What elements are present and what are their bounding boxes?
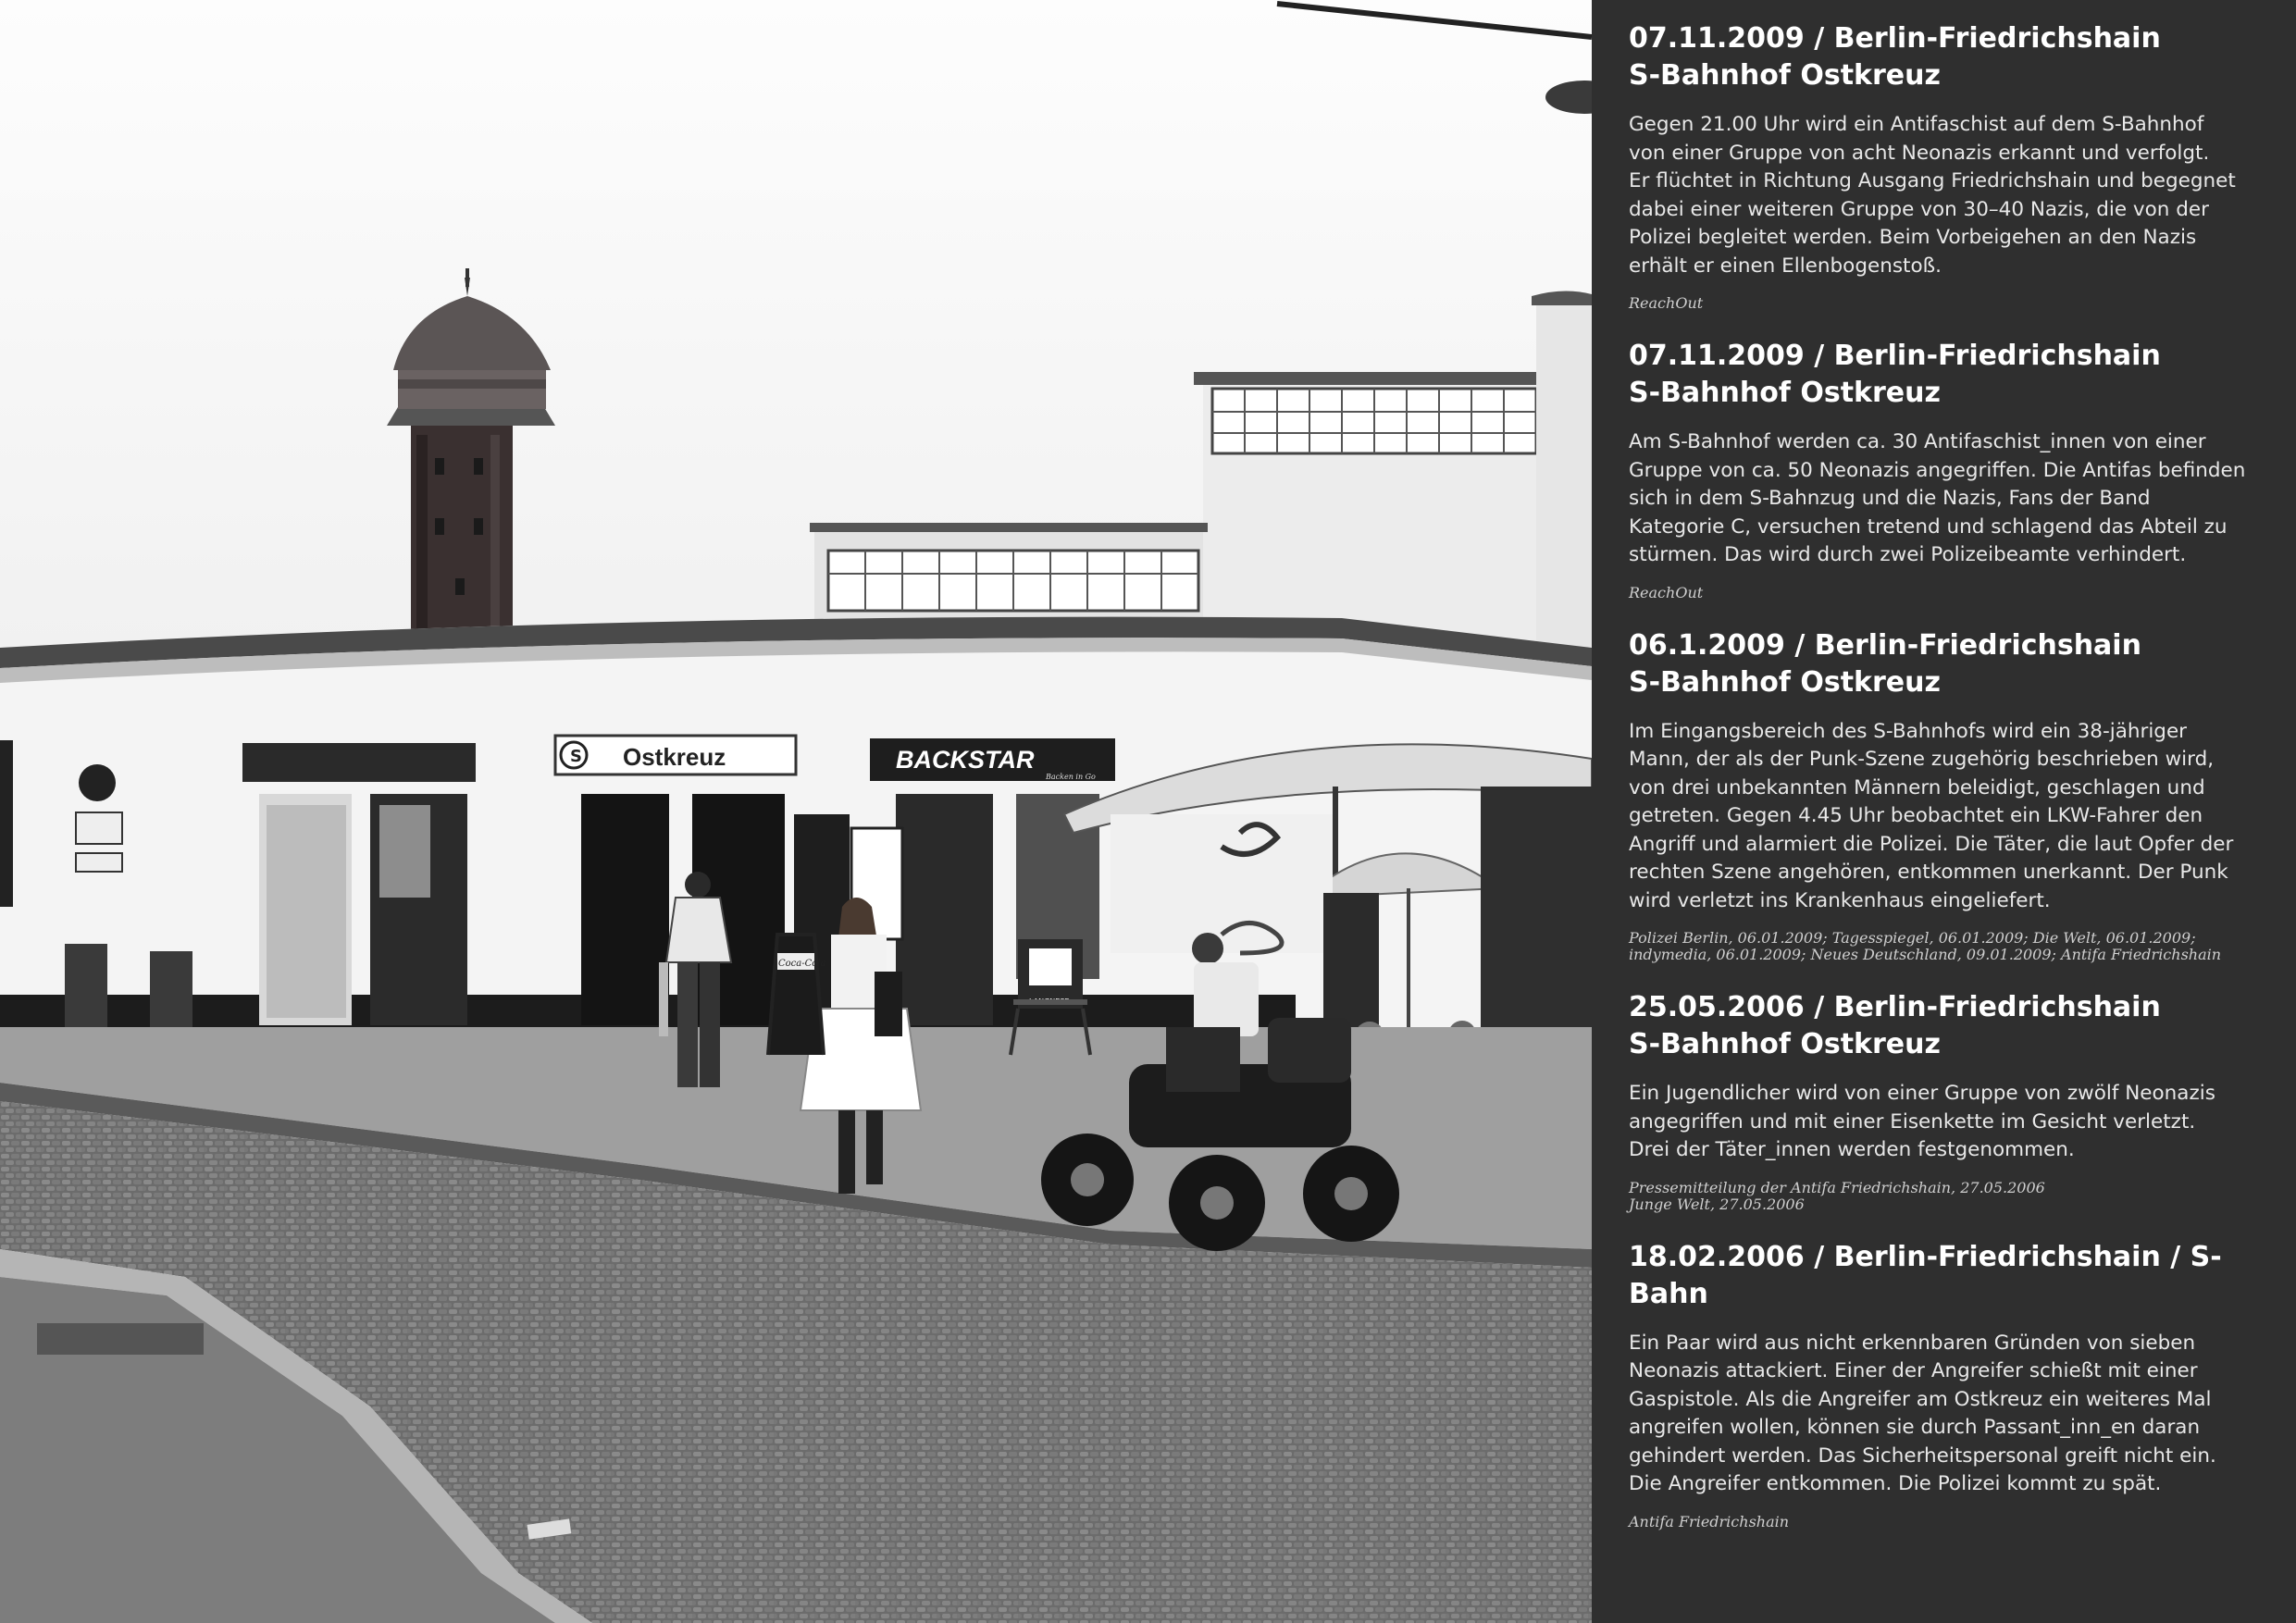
entry-source-line: Antifa Friedrichshain — [1629, 1512, 1790, 1530]
incident-entry — [1629, 338, 2263, 601]
entry-body-line: rechten Szene angehören, entkommen unerkannt. Der Punk — [1629, 861, 2228, 884]
entry-body — [1629, 718, 2263, 916]
entry-date-place: 18.02.2006 / Berlin-Friedrichshain / S-Bahn — [1629, 1240, 2222, 1310]
entry-body-line: sich in dem S-Bahnzug und die Nazis, Fans der Band — [1629, 487, 2151, 510]
entry-source — [1629, 585, 2263, 601]
station-sign-text: Ostkreuz — [623, 743, 726, 771]
entry-body-line: dabei einer weiteren Gruppe von 30–40 Nazis, die von der — [1629, 197, 2209, 221]
entry-body — [1629, 428, 2263, 570]
incident-entry — [1629, 20, 2263, 312]
entry-body-line: angreifen wollen, können sie durch Passant_inn_en daran — [1629, 1416, 2201, 1439]
entry-body-line: Gruppe von ca. 50 Neonazis angegriffen. Die Antifas befinden — [1629, 458, 2246, 482]
entry-body — [1629, 1080, 2263, 1165]
entry-body-line: Mann, der als der Punk-Szene zugehörig beschrieben wird, — [1629, 748, 2215, 771]
entry-body-line: Ein Jugendlicher wird von einer Gruppe von zwölf Neonazis — [1629, 1082, 2215, 1105]
entry-body-line: Am S-Bahnhof werden ca. 30 Antifaschist_innen von einer — [1629, 430, 2206, 453]
entry-body-line: wird verletzt ins Krankenhaus eingeliefert. — [1629, 888, 2051, 912]
entry-body-line: stürmen. Das wird durch zwei Polizeibeamte verhindert. — [1629, 543, 2187, 566]
entry-body — [1629, 1330, 2263, 1499]
entry-source-line: ReachOut — [1629, 583, 1704, 601]
entry-source-line: Pressemitteilung der Antifa Friedrichshain, 27.05.2006 — [1629, 1178, 2045, 1196]
entry-body-line: Gegen 21.00 Uhr wird ein Antifaschist auf dem S-Bahnhof — [1629, 113, 2204, 136]
entry-location: S-Bahnhof Ostkreuz — [1629, 665, 1941, 699]
entry-body-line: Ein Paar wird aus nicht erkennbaren Gründen von sieben — [1629, 1331, 2196, 1355]
entry-body-line: Im Eingangsbereich des S-Bahnhofs wird ein 38-jähriger — [1629, 719, 2188, 743]
entry-body-line: erhält er einen Ellenbogenstoß. — [1629, 254, 1942, 278]
entry-body-line: Er flüchtet in Richtung Ausgang Friedrichshain und begegnet — [1629, 169, 2236, 192]
incident-chronicle — [1592, 0, 2296, 1623]
entry-body-line: Kategorie C, versuchen tretend und schlagend das Abteil zu — [1629, 514, 2228, 539]
entry-heading — [1629, 627, 2263, 701]
entry-body-line: Drei der Täter_innen werden festgenommen. — [1629, 1138, 2075, 1161]
entry-date-place: 07.11.2009 / Berlin-Friedrichshain — [1629, 22, 2161, 55]
entry-body-line: gehindert werden. Das Sicherheitspersonal greift nicht ein. — [1629, 1443, 2216, 1468]
shop-sign-text: BACKSTAR — [896, 746, 1035, 774]
entry-source — [1629, 1180, 2263, 1213]
entry-body-line: angegriffen und mit einer Eisenkette im Gesicht verletzt. — [1629, 1109, 2196, 1134]
entry-source — [1629, 930, 2263, 963]
entry-body-line: Angriff und alarmiert die Polizei. Die Täter, die laut Opfer der — [1629, 832, 2234, 856]
entry-source — [1629, 295, 2263, 312]
entry-body-line: Gaspistole. Als die Angreifer am Ostkreuz ein weiteres Mal — [1629, 1387, 2212, 1411]
entry-heading — [1629, 338, 2263, 412]
entry-source-line: Polizei Berlin, 06.01.2009; Tagesspiegel, 06.01.2009; Die Welt, 06.01.2009; — [1629, 929, 2196, 947]
entry-location: S-Bahnhof Ostkreuz — [1629, 377, 1941, 409]
entry-location: S-Bahnhof Ostkreuz — [1629, 59, 1941, 92]
entry-body-line: Polizei begleitet werden. Beim Vorbeigehen an den Nazis — [1629, 226, 2197, 249]
incident-entry — [1629, 989, 2263, 1213]
entry-heading — [1629, 1239, 2263, 1313]
drink-sign-text: Coca-Cola — [778, 959, 826, 969]
entry-source — [1629, 1514, 2263, 1530]
entry-body-line: Neonazis attackiert. Einer der Angreifer schießt mit einer — [1629, 1359, 2198, 1382]
entry-source-line: Junge Welt, 27.05.2006 — [1629, 1195, 1805, 1213]
entry-body-line: von drei unbekannten Männern beleidigt, geschlagen und — [1629, 775, 2205, 799]
incident-entry — [1629, 1239, 2263, 1530]
entry-body-line: von einer Gruppe von acht Neonazis erkannt und verfolgt. — [1629, 141, 2210, 165]
entry-body-line: getreten. Gegen 4.45 Uhr beobachtet ein LKW-Fahrer den — [1629, 804, 2203, 827]
shop-tagline-text: Backen in Go — [1046, 773, 1096, 781]
entry-date-place: 25.05.2006 / Berlin-Friedrichshain — [1629, 991, 2161, 1023]
svg-text:S: S — [570, 747, 582, 766]
entry-source-line: ReachOut — [1629, 294, 1704, 312]
incident-entry — [1629, 627, 2263, 964]
entry-date-place: 06.1.2009 / Berlin-Friedrichshain — [1629, 628, 2141, 662]
entry-body — [1629, 111, 2263, 280]
entry-date-place: 07.11.2009 / Berlin-Friedrichshain — [1629, 340, 2161, 372]
entry-heading — [1629, 989, 2263, 1063]
entry-body-line: Die Angreifer entkommen. Die Polizei kommt zu spät. — [1629, 1472, 2162, 1495]
entry-heading — [1629, 20, 2263, 94]
entry-source-line: indymedia, 06.01.2009; Neues Deutschland, 09.01.2009; Antifa Friedrichshain — [1629, 946, 2222, 963]
entry-location: S-Bahnhof Ostkreuz — [1629, 1028, 1941, 1060]
